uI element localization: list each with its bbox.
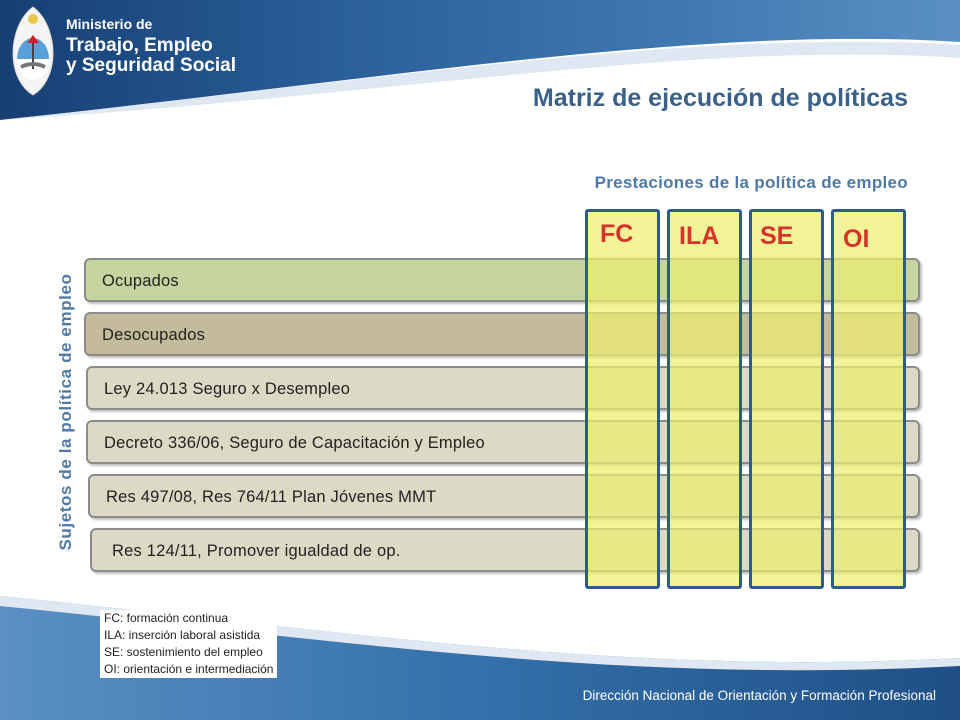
column-header-ila: ILA <box>679 222 720 250</box>
row-label: Decreto 336/06, Seguro de Capacitación y Empleo <box>104 434 485 452</box>
row-label: Desocupados <box>102 326 206 344</box>
page-title: Matriz de ejecución de políticas <box>532 84 908 112</box>
rows-title: Sujetos de la política de empleo <box>56 273 75 551</box>
footer-text: Dirección Nacional de Orientación y Formación Profesional <box>582 688 936 703</box>
row-label: Res 124/11, Promover igualdad de op. <box>112 542 401 560</box>
column-header-oi: OI <box>843 225 870 253</box>
coat-of-arms-icon <box>3 3 63 99</box>
columns-title: Prestaciones de la política de empleo <box>594 173 908 192</box>
legend-item: SE: sostenimiento del empleo <box>104 645 263 659</box>
column-header-se: SE <box>760 222 794 250</box>
ministry-logo-line3: y Seguridad Social <box>66 55 236 76</box>
legend-item: ILA: inserción laboral asistida <box>104 628 261 642</box>
ministry-logo-line1: Ministerio de <box>66 16 153 32</box>
column-oi <box>831 209 906 589</box>
row-label: Ley 24.013 Seguro x Desempleo <box>104 380 351 398</box>
column-se <box>749 209 824 589</box>
column-fc <box>585 209 660 589</box>
legend-item: FC: formación continua <box>104 611 229 625</box>
row-label: Ocupados <box>102 272 179 290</box>
abbreviation-legend <box>100 610 277 678</box>
column-ila <box>667 209 742 589</box>
ministry-logo-text <box>66 14 236 76</box>
row-label: Res 497/08, Res 764/11 Plan Jóvenes MMT <box>106 488 437 506</box>
column-header-fc: FC <box>600 220 634 248</box>
legend-item: OI: orientación e intermediación <box>104 662 274 676</box>
ministry-logo-line2: Trabajo, Empleo <box>66 35 213 56</box>
